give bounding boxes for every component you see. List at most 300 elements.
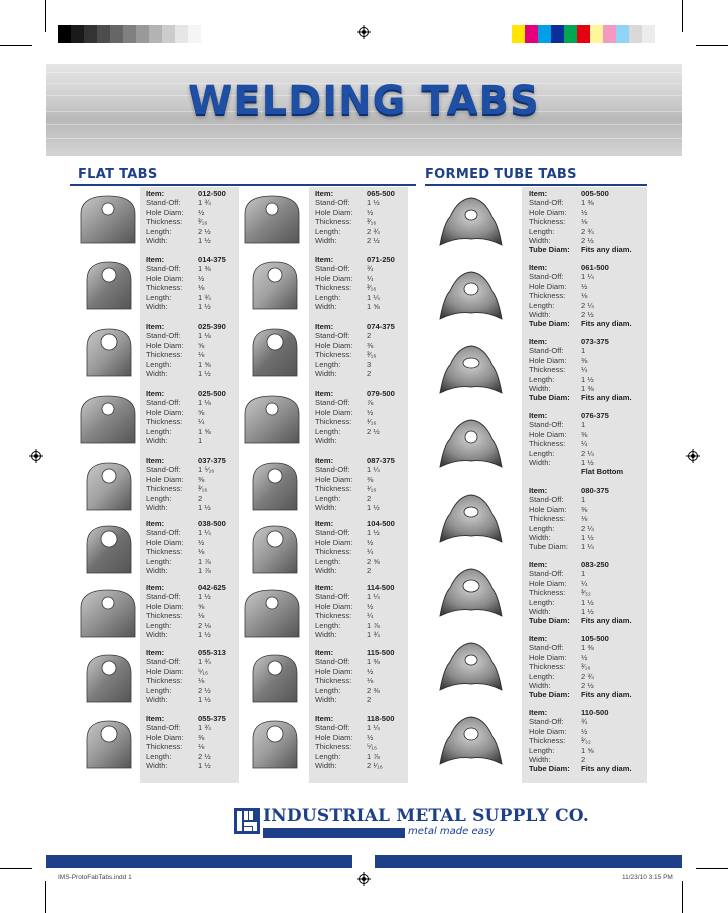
spec-value: ¹⁄₁₆ [367,417,377,427]
spec-label: Item: [146,189,165,198]
spec-value: 1 [581,420,586,430]
spec-row-item [529,411,623,420]
spec-row-length [146,557,226,566]
spec-label: Item: [529,560,548,569]
spec-value: 1 ⅜ [581,198,594,208]
spec-label: Hole Diam: [529,578,567,588]
spec-row-thickness [529,291,632,300]
spec-value: 2 ¼ [581,300,594,310]
spec-label: Stand-Off: [315,198,350,208]
spec-label: Length: [146,620,172,630]
spec-block [315,255,395,311]
spec-value: 1 ½ [581,597,594,607]
spec-value: ½ [581,726,588,736]
spec-label: Length: [529,374,555,384]
spec-value: ¼ [198,417,205,427]
spec-label: Hole Diam: [146,273,184,283]
spec-value: 012-500 [198,189,226,198]
spec-row-thickness [146,283,226,292]
flat-tabs-heading: FLAT TABS [78,167,158,182]
spec-row-tube [529,319,632,328]
spec-value: ⅛ [581,514,588,524]
spec-value: ¼ [367,611,374,621]
spec-value: 2 [367,695,372,705]
spec-label: Hole Diam: [529,652,567,662]
spec-block [146,389,226,445]
spec-block [315,519,395,575]
spec-value: 2 ¼ [581,448,594,458]
spec-label: Width: [146,630,168,640]
spec-label: Width: [146,503,168,513]
formed-tab-image [436,712,506,777]
spec-row-hole [146,208,226,217]
spec-label: Thickness: [315,217,352,227]
spec-value: 2 [367,493,372,503]
spec-label: Width: [146,369,168,379]
crop-mark [45,0,46,32]
spec-value: ½ [198,273,205,283]
spec-value: ³⁄₁₆ [367,350,377,360]
spec-row-width [315,566,395,575]
spec-block [315,648,394,704]
spec-label: Item: [315,583,334,592]
spec-row-item [146,714,226,723]
spec-value: 1 ⅝ [581,745,594,755]
spec-value: 2 ¹⁄₁₆ [367,761,383,771]
spec-label: Thickness: [315,742,352,752]
spec-label: Thickness: [146,742,183,752]
spec-value: ³⁄₃₂ [581,736,591,746]
flat-tab-image [250,259,300,318]
spec-value: 2 ½ [581,310,594,320]
spec-row-length [529,227,632,236]
spec-label: Thickness: [529,588,566,598]
spec-label: Thickness: [146,484,183,494]
spec-value: 2 ⅛ [198,620,211,630]
spec-row-thickness [146,350,226,359]
spec-value: 080-375 [581,486,609,495]
spec-label: Item: [146,255,165,264]
spec-value: 1 ¼ [367,723,380,733]
flat-tab-image [250,523,300,582]
spec-row-hole [529,653,632,662]
spec-label: Stand-Off: [529,420,564,430]
company-tagline: metal made easy [408,826,495,837]
spec-value: 2 ¾ [581,671,594,681]
spec-label: Width: [146,436,168,446]
spec-row-hole [146,341,226,350]
spec-value: 118-500 [367,714,395,723]
spec-value: 1 ½ [198,302,211,312]
flat-tab-image [250,652,300,711]
spec-row-width [315,236,395,245]
crop-mark [682,0,683,32]
flat-tab-image [250,718,300,777]
spec-row-hole [529,208,632,217]
spec-label: Stand-Off: [146,592,181,602]
spec-value: ⅜ [581,429,588,439]
spec-row-item [529,337,632,346]
spec-value: 2 ½ [367,426,380,436]
registration-mark-icon [357,872,371,886]
spec-label: Length: [146,226,172,236]
spec-row-standoff [315,723,394,732]
spec-value: 1 ⅜ [367,657,380,667]
spec-row-item [146,583,226,592]
spec-value: ¼ [581,439,588,449]
spec-label: Width: [146,695,168,705]
spec-value: ⅛ [198,676,205,686]
spec-label: Hole Diam: [315,601,353,611]
spec-label: Thickness: [315,484,352,494]
spec-value: 1 ½ [581,374,594,384]
spec-row-length [529,672,632,681]
spec-value: 104-500 [367,519,395,528]
spec-label: Item: [529,189,548,198]
formed-tab-image [436,638,506,703]
spec-row-thickness [146,217,226,226]
spec-value: ½ [367,537,374,547]
spec-label: Width: [529,755,551,765]
spec-label: Length: [146,685,172,695]
spec-label: Width: [529,384,551,394]
spec-value: 061-500 [581,263,609,272]
spec-value: 2 ½ [198,685,211,695]
spec-value: 065-500 [367,189,395,198]
spec-row-width [529,236,632,245]
spec-label: Thickness: [315,350,352,360]
spec-label: Item: [315,389,334,398]
spec-row-length [315,293,395,302]
spec-row-standoff [146,657,226,666]
spec-value: 1 ⅜ [581,384,594,394]
spec-label: Item: [315,255,334,264]
spec-row-hole [529,430,623,439]
spec-value: 1 ¼ [367,292,380,302]
spec-value: 1 ½ [367,528,380,538]
spec-label: Length: [529,671,555,681]
spec-row-width [529,607,632,616]
spec-row-length [315,494,395,503]
spec-value: 2 ½ [198,226,211,236]
spec-label: Hole Diam: [315,340,353,350]
spec-label: Length: [529,226,555,236]
spec-label: Length: [315,685,341,695]
spec-label: Thickness: [529,439,566,449]
spec-label: Length: [146,359,172,369]
spec-value: ¾ [581,717,588,727]
spec-label: Length: [529,448,555,458]
spec-value: 2 ½ [581,681,594,691]
spec-value: ⅜ [367,474,374,484]
spec-value: 1 ⅝ [198,359,211,369]
spec-value: ⅛ [198,350,205,360]
spec-label: Length: [529,597,555,607]
spec-label: Stand-Off: [529,717,564,727]
spec-block [146,583,226,639]
spec-value: 1 ½ [198,695,211,705]
spec-label: Hole Diam: [146,601,184,611]
spec-value: 1 [198,436,203,446]
spec-label: Hole Diam: [529,429,567,439]
spec-label: Thickness: [315,283,352,293]
spec-value: 1 ⁵⁄₁₆ [198,465,215,475]
formed-tab-image [436,267,506,332]
spec-value: 1 [581,569,586,579]
page-title: WELDING TABS [188,78,540,124]
spec-value: ¼ [367,547,374,557]
spec-row-hole [315,602,394,611]
spec-value: 1 ¾ [367,630,380,640]
spec-row-width [315,436,395,445]
spec-row-item [315,389,395,398]
spec-row-width [146,369,226,378]
spec-value: ½ [198,537,205,547]
spec-row-item [146,456,226,465]
spec-label: Stand-Off: [146,398,181,408]
spec-value: 1 ⅞ [198,566,211,576]
spec-label: Width: [315,436,337,446]
spec-value: 1 ½ [581,458,594,468]
spec-label: Stand-Off: [529,643,564,653]
flat-tab-image [84,652,134,711]
spec-row-standoff [315,264,395,273]
spec-row-hole [529,579,632,588]
spec-label: Length: [146,292,172,302]
spec-label: Length: [315,226,341,236]
spec-value: ⅜ [198,474,205,484]
spec-value: 114-500 [367,583,395,592]
spec-label: Tube Diam: [529,764,570,774]
spec-value: 2 [367,331,372,341]
spec-row-standoff [529,717,632,726]
spec-value: ⅛ [581,217,588,227]
spec-row-thickness [315,676,394,685]
registration-mark-icon [686,449,700,463]
spec-value: 2 ¾ [581,226,594,236]
spec-label: Width: [146,566,168,576]
spec-row-width [315,630,394,639]
crop-mark [45,881,46,913]
spec-label: Item: [146,519,165,528]
spec-row-standoff [529,346,632,355]
spec-value: ½ [581,281,588,291]
spec-value: ¼ [581,578,588,588]
spec-label: Thickness: [529,662,566,672]
spec-value: ⅛ [198,742,205,752]
spec-label: Hole Diam: [529,207,567,217]
spec-label: Stand-Off: [146,198,181,208]
spec-block [529,486,609,552]
spec-row-width [146,695,226,704]
formed-tab-image [436,564,506,629]
spec-value: 074-375 [367,322,395,331]
spec-value: 1 ⅝ [198,426,211,436]
spec-row-width [315,302,395,311]
spec-block [315,322,395,378]
spec-row-thickness [529,588,632,597]
crop-mark [696,868,728,869]
spec-label: Stand-Off: [146,528,181,538]
spec-value: ⅜ [581,504,588,514]
spec-value: ³⁄₁₆ [367,217,377,227]
spec-row-tube [529,764,632,773]
spec-row-tube [529,616,632,625]
spec-block [146,519,226,575]
spec-row-length [529,301,632,310]
spec-value: 2 ½ [367,236,380,246]
grayscale-color-bar [58,25,201,43]
spec-value: 1 ½ [198,761,211,771]
logo-bar [263,828,405,838]
spec-value: ½ [581,652,588,662]
spec-label: Length: [529,523,555,533]
spec-label: Stand-Off: [529,346,564,356]
spec-row-length [315,686,394,695]
spec-row-hole [315,274,395,283]
spec-label: Thickness: [529,365,566,375]
spec-value: ³⁄₁₆ [198,484,208,494]
formed-tab-image [436,490,506,555]
spec-row-length [146,427,226,436]
spec-label: Item: [315,519,334,528]
crop-mark [696,45,728,46]
spec-row-standoff [146,398,226,407]
spec-value: 083-250 [581,560,609,569]
spec-block [146,322,226,378]
spec-label: Stand-Off: [529,569,564,579]
spec-row-width [529,310,632,319]
spec-label: Length: [315,620,341,630]
spec-label: Item: [529,411,548,420]
spec-value: ⅛ [581,291,588,301]
flat-tab-image [242,193,302,252]
spec-row-tube [529,690,632,699]
spec-row-width [146,566,226,575]
spec-value: 1 ½ [367,198,380,208]
flat-tab-image [250,326,300,385]
spec-label: Stand-Off: [146,465,181,475]
spec-row-hole [315,341,395,350]
spec-value: ⅛ [198,547,205,557]
spec-value: ⅝ [198,340,205,350]
spec-value: ½ [581,207,588,217]
spec-block [315,714,394,770]
spec-row-thickness [315,217,395,226]
spec-row-tube [529,542,609,551]
spec-value: 1 ¾ [198,723,211,733]
spec-row-standoff [315,465,395,474]
formed-tabs-rule [425,184,647,186]
spec-value: 105-500 [581,634,609,643]
spec-value: ½ [367,732,374,742]
spec-row-standoff [146,723,226,732]
spec-label: Length: [315,426,341,436]
spec-value: 1 ½ [198,630,211,640]
spec-label: Stand-Off: [315,657,350,667]
spec-row-thickness [315,547,395,556]
formed-tabs-heading: FORMED TUBE TABS [425,167,577,182]
spec-row-length [315,557,395,566]
spec-block [529,708,632,774]
spec-row-standoff [146,198,226,207]
spec-value: 1 ⅞ [367,620,380,630]
spec-label: Thickness: [146,417,183,427]
spec-label: Hole Diam: [315,407,353,417]
spec-value: 2 ¼ [581,523,594,533]
spec-row-width [315,503,395,512]
spec-value: 042-625 [198,583,226,592]
spec-row-length [529,524,609,533]
spec-row-width [315,369,395,378]
spec-label: Width: [315,302,337,312]
spec-row-hole [529,505,609,514]
spec-block [315,189,395,245]
spec-row-item [529,263,632,272]
formed-tab-image [436,341,506,406]
spec-label: Length: [146,426,172,436]
spec-row-width [529,384,632,393]
spec-row-thickness [146,484,226,493]
spec-block [529,411,623,477]
spec-row-item [315,322,395,331]
spec-row-standoff [146,592,226,601]
ims-logo-icon [234,808,260,834]
spec-row-thickness [146,676,226,685]
spec-row-length [146,227,226,236]
spec-value: 038-500 [198,519,226,528]
spec-value: 2 [367,369,372,379]
spec-row-standoff [315,398,395,407]
spec-value: 1 ½ [581,607,594,617]
spec-row-thickness [315,611,394,620]
spec-row-hole [529,727,632,736]
spec-row-standoff [146,264,226,273]
spec-row-thickness [529,662,632,671]
spec-value: ½ [367,666,374,676]
spec-row-item [146,648,226,657]
spec-label: Width: [146,761,168,771]
spec-label: Item: [529,486,548,495]
spec-row-item [146,519,226,528]
spec-value: 1 ½ [198,236,211,246]
spec-label: Thickness: [315,676,352,686]
spec-label: Stand-Off: [529,272,564,282]
spec-row-standoff [315,528,395,537]
spec-label: Hole Diam: [529,281,567,291]
spec-row-width [146,302,226,311]
spec-row-standoff [529,569,632,578]
spec-row-length [529,598,632,607]
spec-value: 1 ⅝ [367,302,380,312]
spec-label: Hole Diam: [146,732,184,742]
spec-label: Length: [529,745,555,755]
spec-row-thickness [529,439,623,448]
spec-row-length [146,494,226,503]
spec-label: Length: [315,359,341,369]
spec-row-width [315,695,394,704]
spec-label: Item: [529,337,548,346]
spec-row-width [529,533,609,542]
spec-row-width [146,761,226,770]
formed-tab-image [436,193,506,258]
spec-row-item [529,560,632,569]
spec-block [146,648,226,704]
spec-value: ⅝ [198,601,205,611]
date-slug: 11/23/10 3:15 PM [622,874,673,881]
spec-value: 2 [367,566,372,576]
spec-value: 073-375 [581,337,609,346]
